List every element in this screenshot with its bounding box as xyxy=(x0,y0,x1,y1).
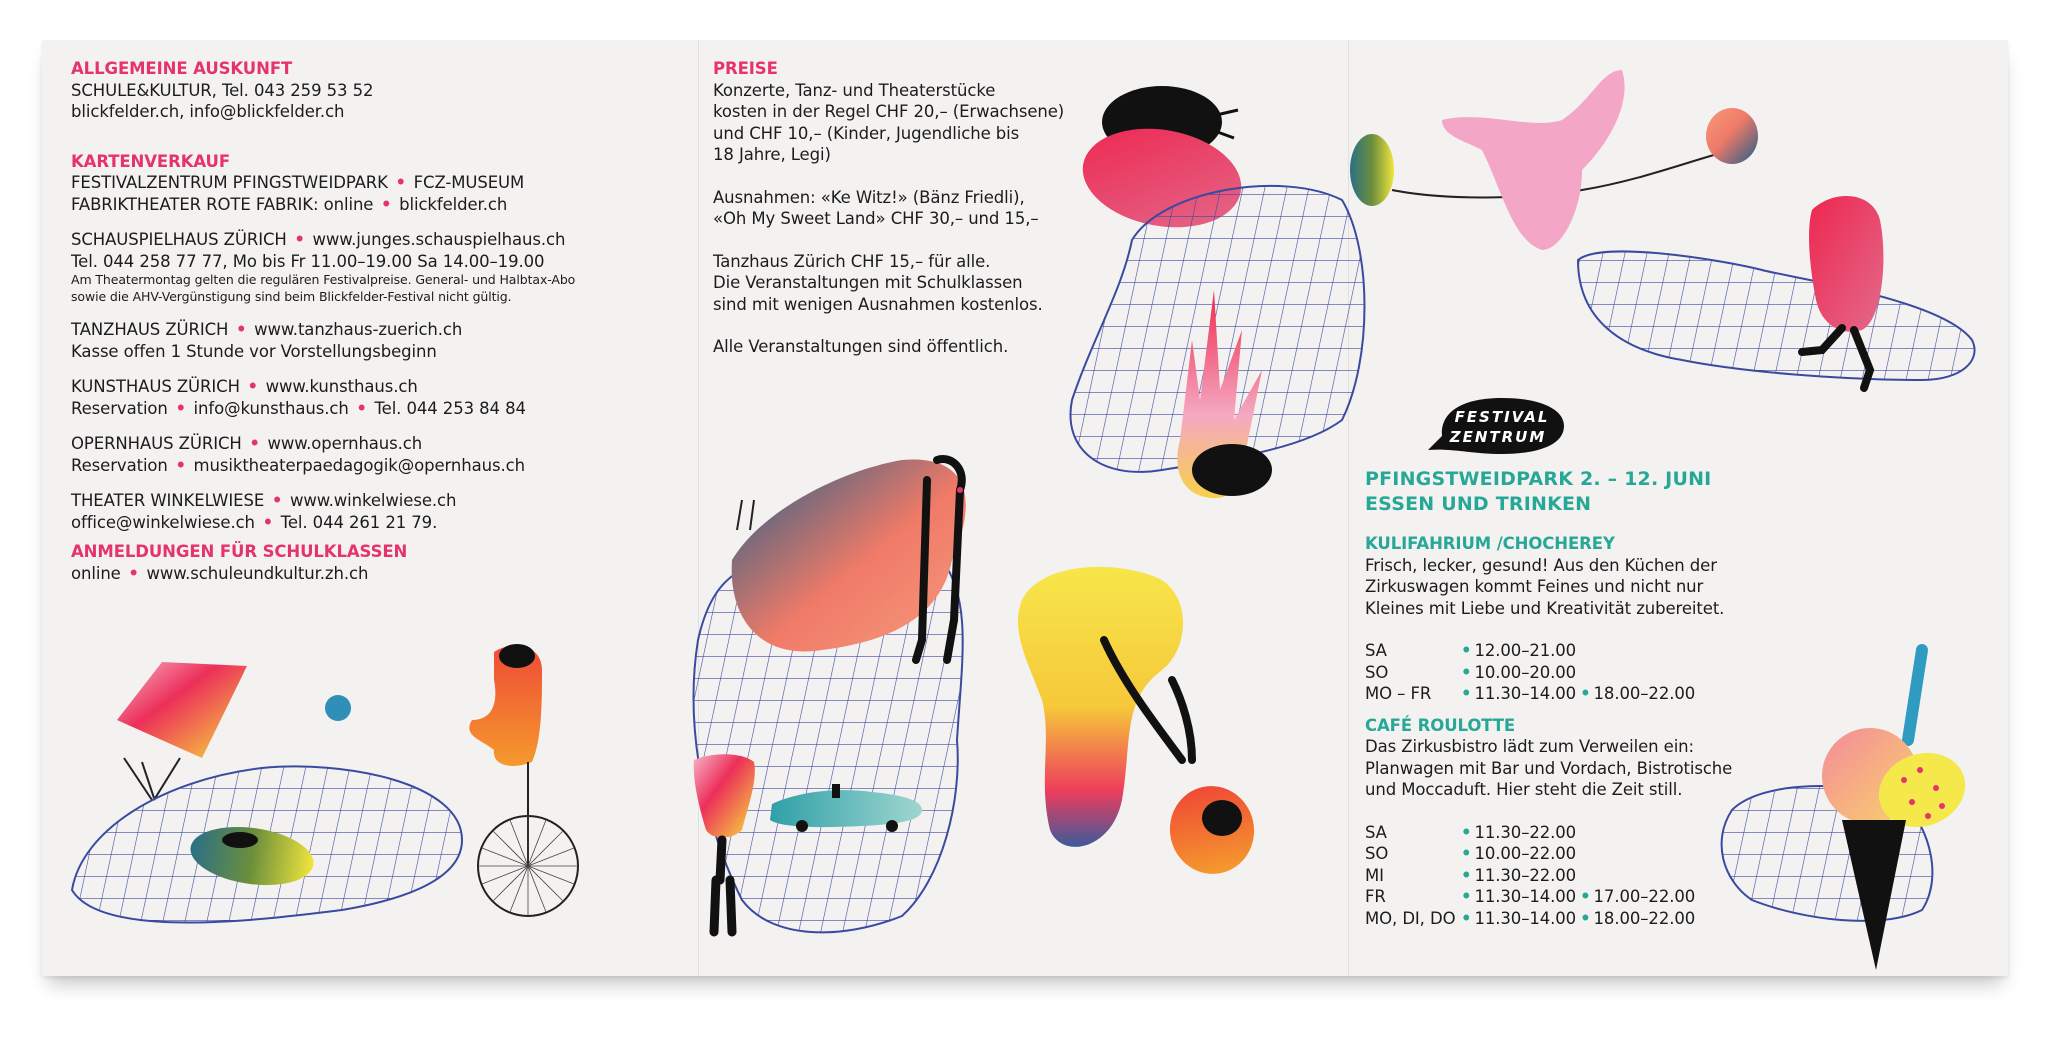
venue-schauspielhaus: SCHAUSPIELHAUS ZÜRICH • www.junges.schauspielhaus.ch Tel. 044 258 77 77, Mo bis Fr 11.00–19.00 Sa 14.00–19.00 Am Theatermontag gelten die regulären Festivalpreise. General- und Halbtax-Abo sowie die AHV-Vergünstigung sind beim Blickfelder-Festival nicht gültig. xyxy=(71,230,576,304)
venue-winkelwiese: THEATER WINKELWIESE • www.winkelwiese.ch office@winkelwiese.ch • Tel. 044 261 21 79. xyxy=(71,491,457,532)
bullet: • xyxy=(1461,908,1472,928)
day-label: SO xyxy=(1365,662,1389,682)
yellow-blob-figure-icon xyxy=(1018,567,1262,882)
hours-table xyxy=(1365,822,1765,930)
long-haired-figure-icon xyxy=(732,459,966,660)
section-heading: KULIFAHRIUM /CHOCHEREY xyxy=(1365,534,1615,553)
time-range: 10.00–20.00 xyxy=(1474,662,1577,682)
venue-line: FABRIKTHEATER ROTE FABRIK: online • blickfelder.ch xyxy=(71,194,508,214)
info-column xyxy=(71,58,671,598)
bullet: • xyxy=(122,563,145,583)
prices-column: PREISE Konzerte, Tanz- und Theaterstücke kosten in der Regel CHF 20,– (Erwachsene) und CHF 10,– (Kinder, Jugendliche bis 18 Jahre, Legi) Ausnahmen: «Ke Witz!» (Bänz Friedli), «Oh My Sweet Land» CHF 30,– und 15,– Tanzhaus Zürich CHF 15,– für alle. Die Veranstaltungen mit Schulklassen sind mit wenigen Ausnahmen kostenlos. Alle Veranstaltungen sind öffentlich. xyxy=(713,59,1065,356)
flower-person-icon xyxy=(694,754,755,932)
balloon-creature-icon xyxy=(1350,70,1758,250)
hours-row xyxy=(1365,640,1765,662)
time-range: 11.30–14.00 xyxy=(1474,684,1577,703)
section-heading: CAFÉ ROULOTTE xyxy=(1365,715,1516,735)
hours-row xyxy=(1365,843,1765,865)
time-range: 18.00–22.00 xyxy=(1593,684,1696,703)
floating-ball-icon xyxy=(325,695,351,721)
bullet: • xyxy=(169,455,192,475)
venue-tanzhaus: TANZHAUS ZÜRICH • www.tanzhaus-zuerich.ch Kasse offen 1 Stunde vor Vorstellungsbeginn xyxy=(71,320,463,361)
bullet: • xyxy=(256,512,279,532)
day-label: MO, DI, DO xyxy=(1365,908,1456,928)
venue-kunsthaus: KUNSTHAUS ZÜRICH • www.kunsthaus.ch Reservation • info@kunsthaus.ch • Tel. 044 253 84 84 xyxy=(71,377,526,418)
bullet: • xyxy=(266,491,288,510)
section-heading: ANMELDUNGEN FÜR SCHULKLASSEN xyxy=(71,542,408,561)
contact-phone: SCHULE&KULTUR, Tel. 043 259 53 52 xyxy=(71,80,374,100)
badge-text: FESTIVAL xyxy=(1454,408,1550,426)
festival-zentrum-badge xyxy=(1422,392,1570,460)
day-label: MO – FR xyxy=(1365,684,1432,703)
grid-blob-icon xyxy=(1070,186,1364,472)
bullet: • xyxy=(243,434,266,453)
page-subtitle: ESSEN UND TRINKEN xyxy=(1365,493,1592,515)
hours-table xyxy=(1365,640,1765,705)
hours-row xyxy=(1365,683,1765,705)
bullet: • xyxy=(1461,684,1472,703)
hours-row xyxy=(1365,822,1765,844)
bullet: • xyxy=(1461,887,1472,906)
time-range: 11.30–14.00 xyxy=(1474,908,1577,928)
time-range: 11.30–22.00 xyxy=(1474,822,1577,842)
grid-blob-icon xyxy=(72,766,462,922)
bullet: • xyxy=(1461,844,1472,863)
fold-line xyxy=(698,40,699,976)
grid-blob-icon xyxy=(694,544,963,932)
bullet: • xyxy=(288,230,311,249)
section-heading: PREISE xyxy=(713,59,778,78)
hours-row xyxy=(1365,908,1765,930)
time-range: 18.00–22.00 xyxy=(1593,908,1696,928)
section-heading: ALLGEMEINE AUSKUNFT xyxy=(71,59,293,78)
bullet: • xyxy=(241,377,264,396)
day-label: SA xyxy=(1365,822,1387,842)
section-heading: KARTENVERKAUF xyxy=(71,151,231,171)
venue-opernhaus: OPERNHAUS ZÜRICH • www.opernhaus.ch Reservation • musiktheaterpaedagogik@opernhaus.ch xyxy=(71,434,525,475)
food-column: PFINGSTWEIDPARK 2. – 12. JUNI ESSEN UND TRINKEN KULIFAHRIUM /CHOCHEREY Frisch, lecker, gesund! Aus den Küchen der Zirkuswagen kommt Feines und nicht nur Kleines mit Liebe und Kreativität zubereitet. SA • 12.00–21.00 SO • 10.00–20.00 MO – FR • 11.30–14.00 • 18.00–22.00 CAFÉ ROULOTTE Das Zirkusbistro lädt zum Verweilen ein: Planwagen mit Bar und Vordach, Bistrotische und Moccaduft. Hier steht die Zeit still. SA • 11.30–22.00 SO • 10.00–22.00 MI • 11.30–22.00 FR • 11.30–14.00 • 17.00–22.00 MO, DI, DO • 11.30–14.00 • 18.00–22.00 xyxy=(1365,467,1765,929)
hours-row xyxy=(1365,865,1765,887)
rock-stack-icon xyxy=(1075,86,1249,239)
convertible-car-icon xyxy=(770,784,922,832)
bullet: • xyxy=(1461,662,1472,682)
running-blob-icon xyxy=(1578,196,1975,388)
bullet: • xyxy=(169,398,192,418)
hours-row xyxy=(1365,886,1765,908)
bullet: • xyxy=(230,320,253,339)
fire-plant-icon xyxy=(1177,290,1272,498)
brochure-sheet xyxy=(42,40,2008,976)
bullet: • xyxy=(1580,887,1591,906)
bullet: • xyxy=(1461,865,1472,885)
hours-row xyxy=(1365,662,1765,684)
time-range: 11.30–22.00 xyxy=(1474,865,1577,885)
bullet: • xyxy=(350,398,373,418)
time-range: 10.00–22.00 xyxy=(1474,844,1577,863)
flower-vase-unicycle-icon xyxy=(469,644,578,916)
time-range: 11.30–14.00 xyxy=(1474,887,1577,906)
day-label: MI xyxy=(1365,865,1384,885)
bullet: • xyxy=(1580,684,1591,703)
contact-web[interactable]: blickfelder.ch, info@blickfelder.ch xyxy=(71,102,345,121)
bullet: • xyxy=(375,194,398,214)
page-title: PFINGSTWEIDPARK 2. – 12. JUNI xyxy=(1365,468,1712,490)
general-info xyxy=(71,58,671,123)
day-label: SA xyxy=(1365,641,1387,660)
bullet: • xyxy=(389,173,412,192)
day-label: SO xyxy=(1365,844,1389,863)
fold-line xyxy=(1348,40,1349,976)
bullet: • xyxy=(1580,908,1591,928)
watercolor-table-icon xyxy=(117,662,247,800)
time-range: 12.00–21.00 xyxy=(1474,641,1577,660)
badge-text: ZENTRUM xyxy=(1449,428,1547,446)
bullet: • xyxy=(1461,822,1472,842)
school-registration: ANMELDUNGEN FÜR SCHULKLASSEN online • www.schuleundkultur.zh.ch xyxy=(71,541,671,584)
ticket-sales xyxy=(71,151,671,216)
time-range: 17.00–22.00 xyxy=(1593,887,1696,906)
bullet: • xyxy=(1461,641,1472,660)
day-label: FR xyxy=(1365,887,1386,906)
venue-line: FESTIVALZENTRUM PFINGSTWEIDPARK • FCZ-MUSEUM xyxy=(71,173,525,192)
